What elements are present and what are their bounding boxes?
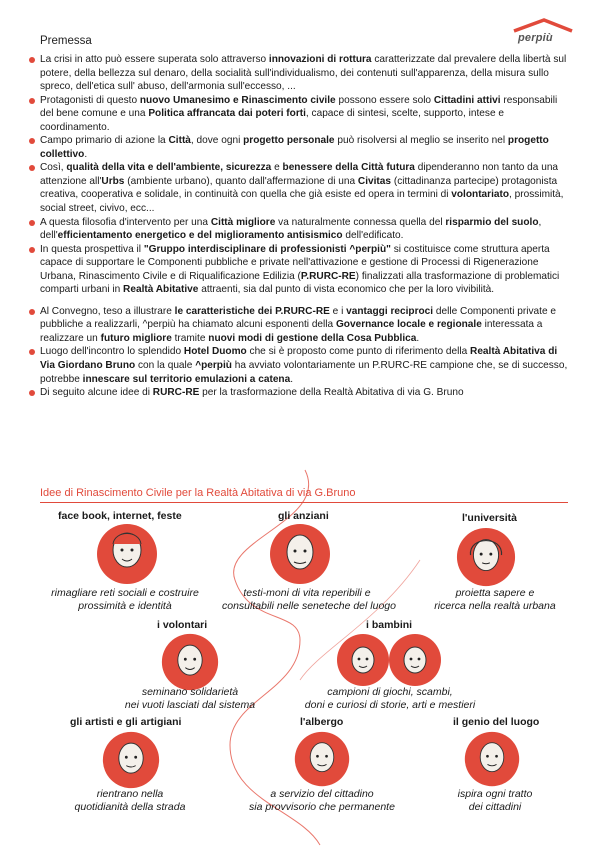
text-segment: e i — [329, 305, 347, 317]
genius-loci-illustration-icon — [462, 730, 522, 788]
text-segment: Al Convegno, teso a illustrare — [40, 305, 175, 317]
text-segment: dell'edificato. — [342, 230, 404, 242]
text-segment: con la quale — [135, 360, 196, 372]
text-segment: ) finalizzati alla trasformazione di problematici comparti urbani in — [40, 270, 560, 296]
text-segment: attraenti, sia dal punto di vista economico che per la loro vivibilità. — [198, 284, 495, 296]
figure-title: gli anziani — [278, 510, 329, 522]
figure-title: face book, internet, feste — [58, 510, 182, 522]
student-illustration-icon — [455, 526, 517, 588]
bold-text-segment: Politica affrancata dai poteri forti — [148, 108, 306, 120]
text-segment: si costituisce come struttura aperta capace di supportare le Componenti pubbliche e private nell'attivazione e gestione di Processi di Rigenerazione Urbana, Rinascimento Civile e di Riqualificazione Edilizia ( — [40, 243, 550, 282]
text-segment: delle Componenti private e pubbliche a realizzarli, ^perpiù ha chiamato alcuni esponenti della — [40, 305, 556, 331]
bold-text-segment: qualità della vita e dell'ambiente, sicurezza — [66, 162, 272, 174]
bullet-text — [40, 162, 563, 214]
bullet-item — [29, 94, 569, 135]
bold-text-segment: futuro migliore — [100, 332, 172, 344]
bold-text-segment: Hotel Duomo — [183, 346, 247, 358]
bold-text-segment: "Gruppo interdisciplinare di professionisti ^perpiù" — [143, 243, 391, 255]
figure-title: i volontari — [157, 619, 208, 631]
text-segment: . — [84, 148, 88, 160]
text-segment: La crisi in atto può essere superata solo attraverso — [40, 54, 269, 65]
figure-title: gli artisti e gli artigiani — [70, 716, 182, 728]
ideas-section-title: Idee di Rinascimento Civile per la Realtà Abitativa di via G.Bruno — [40, 487, 356, 499]
figure-universita — [462, 512, 517, 524]
hotel-staff-illustration-icon — [292, 730, 352, 788]
text-segment: interessata a realizzare un — [40, 319, 543, 344]
bold-text-segment: Città migliore — [210, 216, 276, 228]
text-segment: . — [416, 332, 420, 344]
bullet-dot-icon — [29, 165, 35, 171]
bullet-item — [29, 243, 569, 297]
caption-line: rientrano nella — [96, 788, 164, 800]
caption-line: ricerca nella realtà urbana — [434, 599, 556, 612]
figure-caption — [222, 788, 422, 813]
figure-genio-del-luogo — [453, 716, 539, 728]
bullet-dot-icon — [29, 309, 35, 315]
bullet-item — [29, 345, 569, 386]
bullet-dot-icon — [29, 390, 35, 396]
figure-caption — [40, 587, 210, 612]
text-segment: (cittadinanza partecipe) protagonista creativa, cooperativa e solidale, in continuità con quella che già esiste ed opera in termini di — [40, 175, 558, 201]
figure-caption — [222, 587, 396, 612]
bold-text-segment: innescare sul territorio emulazioni a catena — [82, 373, 291, 385]
figure-title: l'università — [462, 512, 518, 524]
caption-line: nei vuoti lasciati dal sistema — [124, 698, 256, 711]
bold-text-segment: Cittadini attivi — [433, 94, 501, 106]
text-segment: caratterizzate dal prevalere della libertà sul potere, della bellezza sul denaro, della socialità sull'individualismo, dei contenuti sull'apparenza, della misura sullo spreco, dell'etica sull' abuso, dell'armonia sull'eccesso, ... — [40, 54, 567, 93]
caption-line: rimagliare reti sociali e costruire — [51, 587, 199, 599]
text-segment: tramite — [171, 332, 209, 344]
caption-line: proietta sapere e — [455, 587, 535, 599]
caption-line: sia provvisorio che permanente — [249, 800, 395, 813]
figure-caption — [110, 686, 270, 711]
bold-text-segment: vantaggi reciproci — [346, 305, 434, 317]
volunteer-illustration-icon — [158, 632, 222, 692]
bold-text-segment: ^perpiù — [195, 360, 232, 372]
text-segment: che si è proposto come punto di riferimento della — [246, 346, 471, 358]
bullet-item — [29, 305, 569, 346]
person-illustration-icon — [95, 522, 159, 586]
bold-text-segment: nuovo Umanesimo e Rinascimento civile — [139, 94, 336, 106]
bold-text-segment: progetto personale — [243, 135, 335, 147]
bullet-item — [29, 161, 569, 215]
caption-line: campioni di giochi, scambi, — [327, 686, 453, 698]
bullet-dot-icon — [29, 138, 35, 144]
text-segment: Campo primario di azione la — [40, 135, 169, 147]
figure-title: i bambini — [366, 619, 413, 631]
text-segment: Così, — [40, 162, 67, 174]
bullet-dot-icon — [29, 57, 35, 63]
bullet-dot-icon — [29, 98, 35, 104]
text-segment: ha avviato volontariamente un P.RURC-RE campione che, se di successo, potrebbe — [40, 360, 568, 385]
bold-text-segment: le caratteristiche dei P.RURC-RE — [174, 305, 330, 317]
bold-text-segment: Civitas — [357, 175, 392, 187]
text-segment: Di seguito alcune idee di — [40, 387, 153, 399]
text-segment: possono essere solo — [335, 94, 434, 106]
caption-line: consultabili nelle seneteche del luogo — [222, 599, 396, 612]
figure-caption — [60, 788, 200, 813]
premise-bullet-list — [29, 53, 569, 400]
text-segment: A questa filosofia d'intervento per una — [40, 216, 211, 228]
text-segment: . — [290, 373, 294, 385]
figure-title: il genio del luogo — [453, 716, 540, 728]
bullet-item — [29, 386, 569, 400]
caption-line: quotidianità della strada — [74, 800, 186, 813]
figure-caption — [290, 686, 490, 711]
bullet-item — [29, 216, 569, 243]
figure-gli-anziani — [278, 510, 329, 522]
bullet-text — [40, 95, 557, 133]
figure-caption — [435, 788, 555, 813]
bold-text-segment: nuovi modi di gestione della Cosa Pubblica — [208, 332, 417, 344]
bullet-text — [40, 346, 567, 384]
bold-text-segment: Governance locale e regionale — [335, 319, 482, 331]
bold-text-segment: progetto collettivo — [40, 135, 549, 160]
text-segment: responsabili del bene comune e una — [40, 94, 558, 120]
text-segment: , dell' — [40, 216, 542, 242]
text-segment: dipenderanno non tanto da una attenzione all' — [40, 162, 559, 187]
text-segment: In questa prospettiva il — [40, 243, 144, 255]
text-segment: , capace di sintesi, scelte, supporto, intese e coordinamento. — [40, 108, 504, 133]
text-segment: può risolversi al meglio se inserito nel — [334, 135, 508, 147]
bullet-dot-icon — [29, 247, 35, 253]
bullet-text — [40, 244, 559, 296]
bullet-dot-icon — [29, 220, 35, 226]
caption-line: dei cittadini — [468, 800, 522, 813]
section-divider — [40, 502, 568, 503]
bold-text-segment: RURC-RE — [152, 387, 200, 399]
bold-text-segment: risparmio del suolo — [445, 216, 539, 228]
caption-line: testi-moni di vita reperibili e — [243, 587, 371, 599]
figure-title: l'albergo — [300, 716, 344, 728]
caption-line: doni e curiosi di storie, arti e mestieri — [304, 698, 476, 711]
bullet-item — [29, 53, 569, 94]
figure-caption — [420, 587, 570, 612]
logo-text: perpiù — [518, 32, 553, 44]
bullet-text — [40, 306, 556, 344]
caption-line: a servizio del cittadino — [270, 788, 374, 800]
text-segment: Protagonisti di questo — [40, 94, 140, 106]
text-segment: , dove ogni — [190, 135, 244, 147]
bold-text-segment: Realtà Abitative — [123, 284, 199, 296]
bold-text-segment: volontariato — [451, 189, 510, 201]
figure-artisti-artigiani — [70, 716, 181, 728]
bold-text-segment: innovazioni di rottura — [268, 54, 372, 65]
figure-i-bambini — [366, 619, 412, 631]
caption-line: seminano solidarietà — [141, 686, 239, 698]
text-segment: va naturalmente connessa quella del — [275, 216, 446, 228]
bold-text-segment: Urbs — [101, 175, 125, 187]
bullet-text — [40, 135, 549, 160]
bullet-text — [40, 217, 541, 242]
bold-text-segment: efficientamento energetico e del miglioramento antisismico — [57, 230, 343, 242]
figure-albergo — [300, 716, 343, 728]
caption-line: prossimità e identità — [78, 599, 172, 612]
text-segment: per la trasformazione della Realtà Abitativa di via G. Bruno — [199, 387, 464, 399]
bold-text-segment: Città — [168, 135, 191, 147]
bullet-item — [29, 134, 569, 161]
bold-text-segment: Realtà Abitativa di Via Giordano Bruno — [40, 346, 558, 372]
page-heading: Premessa — [40, 35, 92, 47]
children-illustration-icon — [335, 632, 445, 688]
elderly-person-illustration-icon — [268, 522, 332, 586]
bold-text-segment: benessere della Città futura — [282, 162, 415, 174]
text-segment: , prossimità, social street, civivo, ecc... — [40, 189, 564, 215]
figure-i-volontari — [157, 619, 207, 631]
text-segment: e — [271, 162, 283, 174]
bullet-text — [40, 54, 566, 92]
caption-line: ispira ogni tratto — [457, 788, 533, 800]
figure-facebook-internet-feste — [58, 510, 182, 522]
text-segment: Luogo dell'incontro lo splendido — [40, 346, 184, 358]
bold-text-segment: P.RURC-RE — [300, 270, 356, 282]
text-segment: (ambiente urbano), quanto dall'affermazione di una — [124, 175, 358, 187]
bullet-text — [40, 387, 464, 398]
artist-illustration-icon — [100, 730, 162, 790]
bullet-dot-icon — [29, 349, 35, 355]
